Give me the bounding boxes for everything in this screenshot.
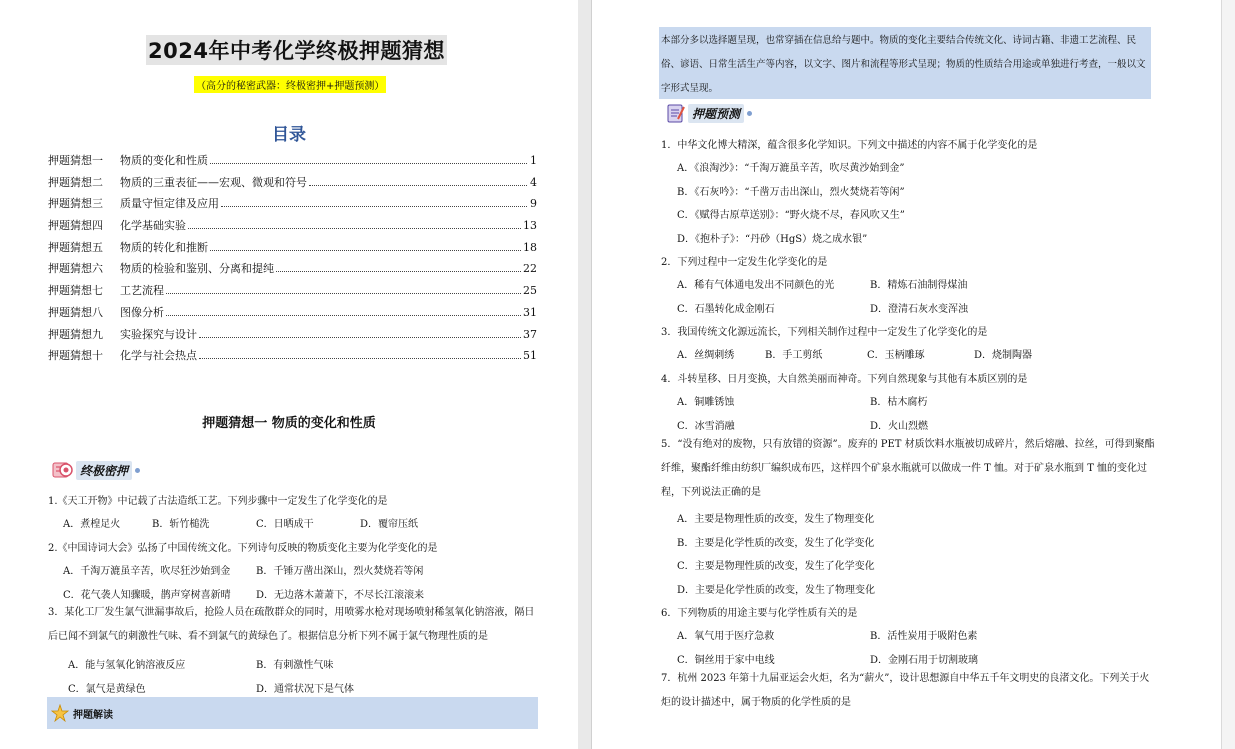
target-icon (52, 460, 76, 480)
option: A．《浪淘沙》：“千淘万漉虽辛苦，吹尽黄沙始到金” (677, 163, 905, 174)
document-title: 2024年中考化学终极押题猜想 (146, 35, 447, 65)
option: D．《抱朴子》：“丹砂（HgS）烧之成水银” (677, 234, 868, 245)
document-subtitle: （高分的秘密武器：终极密押+押题预测） (194, 76, 386, 93)
dot-icon (747, 111, 752, 116)
option: B．有刺激性气味 (256, 660, 334, 671)
option: B．精炼石油制得煤油 (870, 280, 968, 291)
toc-entry[interactable]: 押题猜想八 图像分析 31 (48, 305, 537, 319)
toc-entry[interactable]: 押题猜想七 工艺流程 25 (48, 284, 537, 298)
jiedu-label: 押题解读 (73, 709, 113, 721)
option: B．《石灰吟》：“千凿万击出深山，烈火焚烧若等闲” (677, 187, 905, 198)
option: D．主要是化学性质的改变，发生了物理变化 (677, 585, 876, 596)
question-6: 6．下列物质的用途主要与化学性质有关的是 (661, 608, 858, 619)
option: B．手工剪纸 (765, 350, 823, 361)
intro-paragraph: 本部分多以选择题呈现，也常穿插在信息给与题中。物质的变化主要结合传统文化、诗词古籍、非遗工艺流程、民俗、谚语、日常生活生产等内容，以文字、图片和流程等形式呈现；物质的性质结合用途或单独进行考查，一般以文字形式呈现。 (659, 27, 1151, 99)
scrollbar[interactable] (1221, 0, 1235, 749)
badge-label: 押题预测 (688, 104, 744, 123)
option: A．千淘万漉虽辛苦，吹尽狂沙始到金 (63, 566, 231, 577)
badge-yati-yuce (666, 103, 752, 123)
question-2: 2．下列过程中一定发生化学变化的是 (661, 257, 828, 268)
toc-title: 目录 (272, 125, 306, 145)
question-1: 1.《天工开物》中记载了古法造纸工艺。下列步骤中一定发生了化学变化的是 (48, 496, 388, 507)
section-heading: 押题猜想一 物质的变化和性质 (202, 416, 376, 431)
table-of-contents (48, 152, 537, 369)
toc-entry[interactable]: 押题猜想五 物质的转化和推断 18 (48, 240, 537, 254)
option: D．覆帘压纸 (360, 519, 419, 530)
option: C．玉柄雕琢 (867, 350, 925, 361)
option: B．活性炭用于吸附色素 (870, 631, 978, 642)
question-3: 3．某化工厂发生氯气泄漏事故后，抢险人员在疏散群众的同时，用喷雾水枪对现场喷射稀氢氧化钠溶液，隔日后已闻不到氯气的刺激性气味、看不到氯气的黄绿色了。根据信息分析下列不属于氯气物理性质的是 (48, 607, 535, 642)
option: A．铜雕锈蚀 (677, 397, 735, 408)
option: C．《赋得古原草送别》：“野火烧不尽，春风吹又生” (677, 210, 905, 221)
option: C．主要是物理性质的改变，发生了化学变化 (677, 561, 875, 572)
option: B．枯木腐朽 (870, 397, 928, 408)
option: D．澄清石灰水变浑浊 (870, 304, 969, 315)
toc-entry[interactable]: 押题猜想二 物质的三重表征——宏观、微观和符号 4 (48, 175, 537, 189)
toc-entry[interactable]: 押题猜想一 物质的变化和性质 1 (48, 154, 537, 167)
left-page (0, 0, 578, 749)
option: A．能与氢氧化钠溶液反应 (68, 660, 186, 671)
option: D．通常状况下是气体 (256, 684, 355, 695)
star-icon (51, 704, 69, 722)
option: A．氧气用于医疗急救 (677, 631, 775, 642)
toc-entry[interactable]: 押题猜想三 质量守恒定律及应用 9 (48, 197, 537, 211)
badge-zhongji-miya (52, 460, 140, 480)
option: D．烧制陶器 (974, 350, 1033, 361)
toc-entry[interactable]: 押题猜想九 实验探究与设计 37 (48, 327, 537, 341)
option: B．千锤万凿出深山，烈火焚烧若等闲 (256, 566, 424, 577)
question-3: 3．我国传统文化源远流长，下列相关制作过程中一定发生了化学变化的是 (661, 327, 988, 338)
toc-entry[interactable]: 押题猜想六 物质的检验和鉴别、分离和提纯 22 (48, 262, 537, 276)
option: A．煮楻足火 (63, 519, 121, 530)
option: A．丝绸刺绣 (677, 350, 735, 361)
question-4: 4．斗转星移、日月变换，大自然美丽而神奇。下列自然现象与其他有本质区别的是 (661, 374, 1028, 385)
option: A．稀有气体通电发出不同颜色的光 (677, 280, 835, 291)
jiedu-bar (47, 697, 538, 729)
option: C．花气袭人知骤暖，鹊声穿树喜新晴 (63, 590, 231, 601)
option: D．无边落木萧萧下，不尽长江滚滚来 (256, 590, 425, 601)
option: B．主要是化学性质的改变，发生了化学变化 (677, 538, 875, 549)
toc-entry[interactable]: 押题猜想四 化学基础实验 13 (48, 219, 537, 233)
dot-icon (135, 468, 140, 473)
question-2: 2.《中国诗词大会》弘扬了中国传统文化。下列诗句反映的物质变化主要为化学变化的是 (48, 543, 438, 554)
option: C．石墨转化成金刚石 (677, 304, 775, 315)
option: D．火山烈燃 (870, 421, 929, 432)
badge-label: 终极密押 (76, 461, 132, 480)
question-1: 1．中华文化博大精深，蕴含很多化学知识。下列文中描述的内容不属于化学变化的是 (661, 140, 1038, 151)
option: D．金刚石用于切割玻璃 (870, 655, 979, 666)
option: C．氯气是黄绿色 (68, 684, 146, 695)
notepad-icon (666, 103, 688, 123)
toc-entry[interactable]: 押题猜想十 化学与社会热点 51 (48, 349, 537, 363)
option: B．斩竹槌洗 (152, 519, 210, 530)
option: C．铜丝用于家中电线 (677, 655, 775, 666)
option: A．主要是物理性质的改变，发生了物理变化 (677, 514, 875, 525)
question-7: 7．杭州 2023 年第十九届亚运会火炬，名为“薪火”，设计思想源自中华五千年文明史的良渚文化。下列关于火炬的设计描述中，属于物质的化学性质的是 (661, 673, 1150, 708)
option: C．冰雪消融 (677, 421, 735, 432)
question-5: 5．“没有绝对的废物，只有放错的资源”。废弃的 PET 材质饮料水瓶被切成碎片，然后熔融、拉丝，可得到聚酯纤维，聚酯纤维由纺织厂编织成布匹，这样四个矿泉水瓶就可以做成一件 T 恤。对于矿泉水瓶到 T 恤的变化过程，下列说法正确的是 (661, 439, 1155, 498)
option: C．日晒成干 (256, 519, 314, 530)
